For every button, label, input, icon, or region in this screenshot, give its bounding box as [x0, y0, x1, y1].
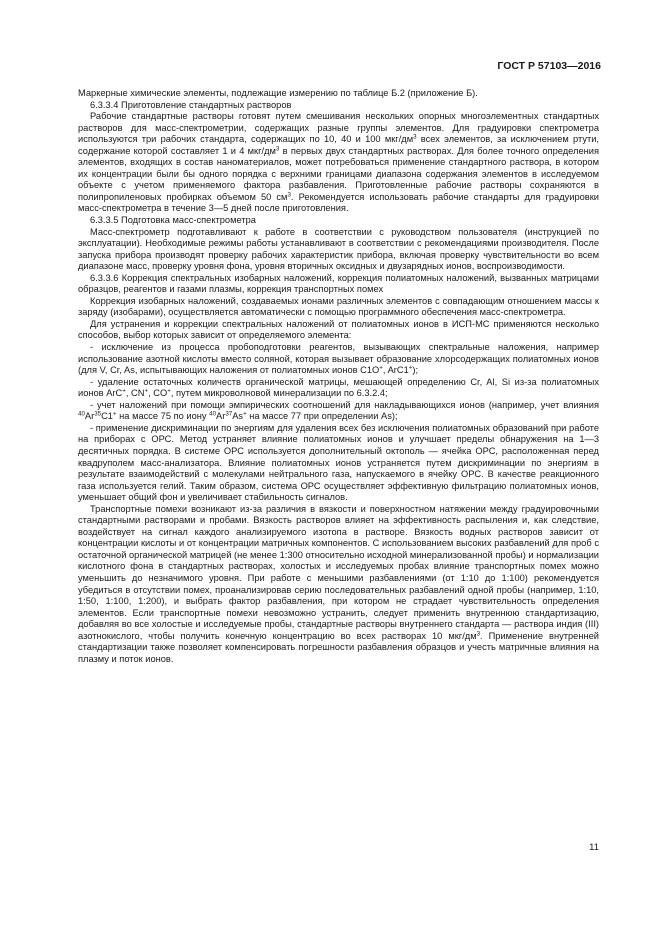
paragraph-polyatomic-methods: Для устранения и коррекции спектральных наложений от полиатомных ионов в ИСП-МС применяются несколько способов, выбор которых зависит от определяемого элемента:: [78, 318, 599, 341]
paragraph-isobaric-correction: Коррекция изобарных наложений, создаваемых ионами различных элементов с совпадающим отношением массы к заряду (изобарами), осуществляется автоматически с помощью программного обеспечения масс-спектрометра.: [78, 295, 599, 318]
paragraph-marker-elements: Маркерные химические элементы, подлежащие измерению по таблице Б.2 (приложение Б).: [78, 88, 478, 98]
page-body: [78, 88, 599, 665]
list-item-reagent-exclusion: - исключение из процесса пробоподготовки реагентов, вызывающих спектральные наложения, например использование азотной кислоты вместо соляной, которая вызывает образование хлорсодержащих полиатомных ионов (для V, Cr, As, испытывающих наложения от полиатомных ионов C1O+, ArC1+);: [78, 342, 599, 376]
section-6-3-3-5-heading: 6.3.3.5 Подготовка масс-спектрометра: [90, 215, 256, 226]
paragraph-working-standards: Рабочие стандартные растворы готовят путем смешивания нескольких опорных многоэлементных стандартных растворов для масс-спектрометрии, содержащих разные группы элементов. Для градуировки спектрометра используются три рабочих стандарта, содержащих по 10, 40 и 100 мкг/$дм^3$ всех элементов, за исключением ртути, содержание которой составляет 1 и 4 мкг/$дм^3$ в первых двух стандартных растворах. Для более точного определения элементов, входящих в состав наноматериалов, может потребоваться применение стандартного раствора, в котором их концентрации были бы одного порядка с верхними границами диапазона содержания элементов в исследуемом объекте с учетом применяемого фактора разбавления. Приготовленные рабочие растворы сохраняются в полипропиленовых пробирках объемом 50 $см^3$. Рекомендуется использовать рабочие стандарты для градуировки масс-спектрометра в течение 3—5 дней после приготовления.: [78, 111, 600, 214]
standard-header: ГОСТ Р 57103—2016: [497, 60, 601, 72]
list-item-organic-matrix-removal: - удаление остаточных количеств органической матрицы, мешающей определению Cr, Al, Si из-за полиатомных ионов ArC+, CN+, CO+, путем микроволновой минерализации по 6.3.2.4;: [78, 376, 599, 399]
paragraph-spectrometer-prep: Масс-спектрометр подготавливают к работе в соответствии с руководством пользователя (инструкцией по эксплуатации). Необходимые режимы работы устанавливают в соответствии с рекомендациями производителя. После запуска прибора производят проверку рабочих характеристик прибора, включая проверку чувствительности во всем диапазоне масс, проверку уровня фона, уровня вторичных оксидных и двузарядных ионов, воспроизводимости.: [78, 226, 599, 272]
page-number: 11: [589, 842, 599, 853]
list-item-empirical-correction: - учет наложений при помощи эмпирических соотношений для накладывающихся ионов (например, учет влияния $^{40}$Ar$^{35}$C1+ на массе 75 по иону $^{40}$Ar$^{37}$As+ на массе 77 при определении As);: [78, 399, 599, 422]
list-item-energy-discrimination: - применение дискриминации по энергиям для удаления всех без исключения полиатомных образований при работе на приборах с ОРС. Метод устраняет влияние полиатомных ионов и улучшает пределы обнаружения на 1—3 десятичных порядка. В системе ОРС используется дополнительный октополь — ячейка ОРС, расположенная перед квадруполем масс-анализатора. Влияние полиатомных ионов устраняется путем дискриминации по энергиям в результате взаимодействий с молекулами нейтрального газа, напускаемого в ячейку ОРС. В качестве реакционного газа используется гелий. Таким образом, система ОРС осуществляет эффективную фильтрацию полиатомных ионов, уменьшает общий фон и увеличивает стабильность сигналов.: [78, 422, 599, 503]
section-6-3-3-6-heading: 6.3.3.6 Коррекция спектральных изобарных наложений, коррекция полиатомных наложений, вызванных матрицами образцов, реагентов и газами плазмы, коррекция транспортных помех: [78, 272, 599, 295]
section-6-3-3-4-heading: 6.3.3.4 Приготовление стандартных растворов: [90, 99, 292, 110]
paragraph-transport-interference: Транспортные помехи возникают из-за различия в вязкости и поверхностном натяжении между градуировочными стандартными растворами и пробами. Вязкость растворов влияет на эффективность распыления и, как следствие, воздействует на сигнал каждого анализируемого изотопа в растворе. Вязкость водных растворов зависит от концентрации кислоты и от концентрации матричных компонентов. С использованием высоких разбавлений для проб с остаточной органической матрицей (не менее 1:300 относительно исходной минерализованной пробы) и нормализации кислотного фона в стандартных растворах, холостых и исследуемых пробах влияние транспортных помех можно уменьшить до незначимого уровня. При работе с меньшими разбавлениями (от 1:10 до 1:100) рекомендуется убедиться в отсутствии помех, проанализировав серию последовательных разбавлений одной пробы (например, 1:10, 1:50, 1:100, 1:200), и выбрать фактор разбавления, при котором не страдает чувствительность определения элементов. Если транспортные помехи невозможно устранить, следует применить внутреннюю стандартизацию, добавляя во все холостые и исследуемые пробы, стандартные растворы внутреннего стандарта — раствора индия (III) азотнокислого, чтобы получить конечную концентрацию во всех растворах 10 мкг/$дм^3$. Применение внутренней стандартизации также позволяет компенсировать погрешности разбавления образцов и учесть матричные влияния на плазму и поток ионов.: [78, 503, 599, 664]
